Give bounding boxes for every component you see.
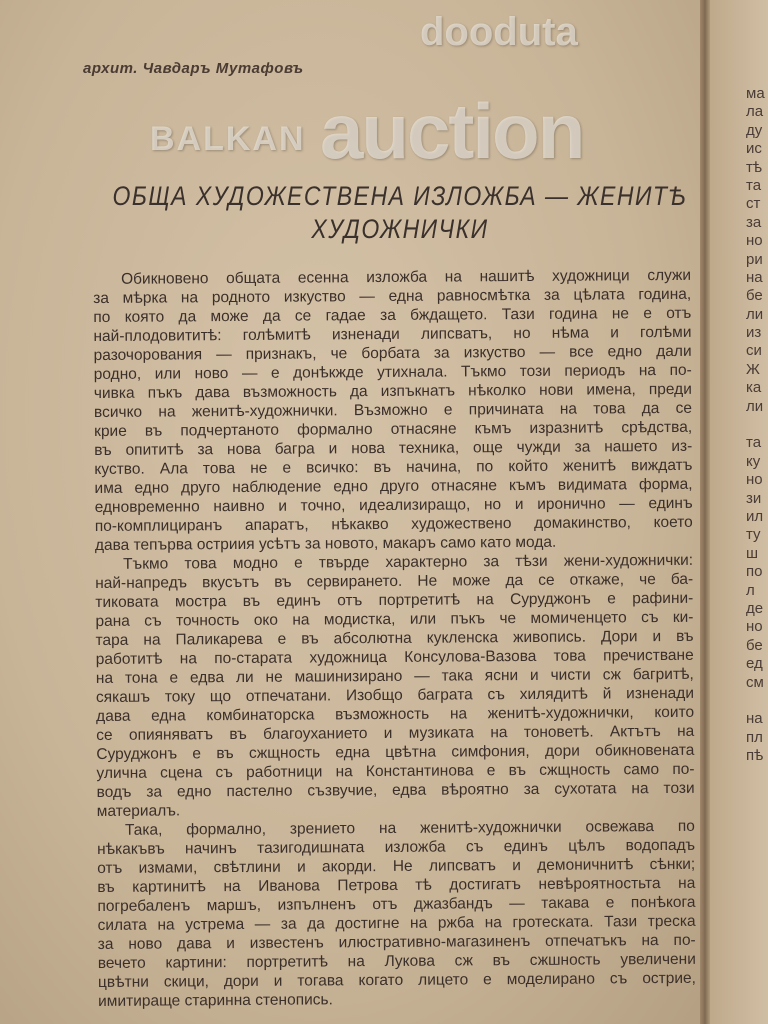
watermark-balkan: BALKAN xyxy=(150,120,306,158)
right-page-fragment: ри xyxy=(746,250,763,268)
text-line: тара на Паликарева е въ абсолютна кукленска живопись. Дори и въ xyxy=(95,627,694,649)
text-line: имитираще старинна стенопись. xyxy=(98,991,333,1010)
text-line: Суруджонъ е въ сжщность една цвѣтна симфония, дори обикновената xyxy=(96,741,695,763)
text-line: водъ за едно пастелно съзвучие, едва вѣроятно за сухотата на този xyxy=(96,779,695,801)
text-line: дава тепърва остриия усѣтъ за новото, макаръ само като мода. xyxy=(94,533,557,554)
right-page-fragment: ли xyxy=(746,305,764,323)
book-gutter xyxy=(700,0,710,1024)
text-line: Така, формално, зрението на женитѣ-художнички освежава по xyxy=(124,817,695,839)
text-line: родно, или ново — е донѣкжде утихнала. Тъкмо този периодъ на по- xyxy=(93,361,692,383)
text-line: има едно друго наблюдение едно друго отнасяне къмъ видимата форма, xyxy=(94,475,693,497)
right-page-fragment: пл xyxy=(746,728,763,746)
right-page-fragment: ма xyxy=(746,85,765,102)
watermark-lower: dooduta xyxy=(420,10,578,54)
right-page-fragment: за xyxy=(746,213,762,231)
right-page-fragment: си xyxy=(746,342,762,360)
text-line: по която да може да се гадае за бждащето. Тази година не е отъ xyxy=(93,304,692,326)
text-line: вечето картини: портретитѣ на Лукова сж въ сжшность увеличени xyxy=(97,950,696,972)
right-page-fragment: бе xyxy=(746,636,763,654)
text-line: нѣкакъвъ начинъ тазигодишната изложба съ единъ цѣлъ водопадъ xyxy=(96,836,696,858)
right-page-text xyxy=(746,85,765,765)
right-page-fragment xyxy=(746,416,765,434)
text-line: силата на устрема — за да достигне на ржба на гротеската. Тази треска xyxy=(97,912,696,934)
right-page-fragment: ту xyxy=(746,526,761,544)
text-line: отъ измами, свѣтлини и акорди. Не липсватъ и демоничнитѣ сѣнки; xyxy=(97,855,696,877)
right-page-fragment: ис xyxy=(746,140,762,158)
right-page-fragment: из xyxy=(746,324,762,342)
right-page-fragment: тѣ xyxy=(746,158,763,176)
text-line: куство. Ала това не е всичко: въ начина, по който женитѣ виждатъ xyxy=(94,456,693,478)
text-line: разочорования — признакъ, че борбата за изкуство — все едно дали xyxy=(93,342,692,364)
text-line: чивка пъкъ дава възможность да изпъкнатъ нѣколко нови имена, преди xyxy=(93,380,692,402)
article-title-line-1: ОБЩА ХУДОЖЕСТВЕНА ИЗЛОЖБА — ЖЕНИТѢ xyxy=(112,180,688,211)
right-page-fragment: та xyxy=(746,434,762,452)
text-line: Обикновено общата есенна изложба на нашитѣ художници служи xyxy=(121,266,692,288)
right-page-fragment xyxy=(746,692,765,710)
right-page-fragment: пѣ xyxy=(746,747,764,765)
text-line: най-напредъ вкусътъ въ сервирането. Не може да се откаже, че ба- xyxy=(95,570,694,592)
right-page-fragment: л xyxy=(746,581,755,599)
text-line: на тона е едва ли не машинизирано — така ясни и чисти сж багритѣ, xyxy=(95,665,694,687)
right-page-fragment: ла xyxy=(746,103,764,121)
text-line: улична сцена съ работници на Константинова е въ сжщность само по- xyxy=(96,760,695,782)
article-body xyxy=(93,266,696,1011)
text-line: най-плодовититѣ: голѣмитѣ изненади липсватъ, но нѣма и голѣми xyxy=(93,323,692,345)
text-line: всичко на женитѣ-художнички. Възможно е причината на това да се xyxy=(93,399,693,421)
text-line: материалъ. xyxy=(96,802,181,820)
article-title-line-2: ХУДОЖНИЧКИ xyxy=(311,213,489,244)
text-line: по-комплициранъ апаратъ, нѣкакво художествено домакинство, което xyxy=(94,513,693,535)
text-line: въ опититѣ за нова багра и нова техника, още чужди за нашето из- xyxy=(94,437,693,459)
text-line: въ картинитѣ на Иванова Петрова тѣ достигатъ невѣроятностьта на xyxy=(97,874,696,896)
right-page-fragment: та xyxy=(746,176,762,194)
right-page xyxy=(710,0,768,1024)
right-page-fragment: ду xyxy=(746,121,763,139)
right-page-fragment: зи xyxy=(746,489,762,507)
text-line: едновременно наивно и точно, идеализиращо, но и иронично — единъ xyxy=(94,494,693,516)
right-page-fragment: по xyxy=(746,563,763,581)
author-line: архит. Чавдаръ Мутафовъ xyxy=(83,60,304,77)
text-line: погребаленъ маршъ, изпълненъ отъ джазбандъ — такава е понѣкога xyxy=(97,893,696,915)
right-page-fragment: но xyxy=(746,618,763,636)
right-page-fragment: ил xyxy=(746,507,764,525)
right-page-fragment: на xyxy=(746,268,763,286)
text-line: цвѣтни скици, дори и тогава когато лицето е моделирано съ острие, xyxy=(97,969,697,991)
text-line: дава една комбинаторска възможность на женитѣ-художнички, които xyxy=(96,703,695,725)
text-line: тиковата мостра въ единъ отъ портретитѣ на Суруджонъ е рафини- xyxy=(95,589,694,611)
right-page-fragment: но xyxy=(746,232,763,250)
right-page-fragment: ст xyxy=(746,195,761,213)
text-line: Тъкмо това модно е твърде характерно за тѣзи жени-художнички: xyxy=(122,551,694,573)
right-page-fragment: но xyxy=(746,471,763,489)
text-line: работитѣ на по-старата художница Консулова-Вазова това пречистване xyxy=(95,646,694,668)
right-page-fragment: на xyxy=(746,710,763,728)
text-line: сякашъ току що отпечатани. Изобщо баграта съ хилядитѣ й изненади xyxy=(95,684,695,706)
right-page-fragment: ку xyxy=(746,452,761,470)
watermark-auction: auction xyxy=(320,87,584,175)
text-line: за ново дава и известенъ илюстративно-магазиненъ отпечатъкъ на по- xyxy=(97,931,696,953)
right-page-fragment: ш xyxy=(746,544,759,562)
right-page-fragment: ед xyxy=(746,655,763,673)
right-page-fragment: ли xyxy=(746,397,764,415)
text-line: за мѣрка на родното изкуство — една равносмѣтка за цѣлата година, xyxy=(93,285,692,307)
right-page-fragment: бе xyxy=(746,287,763,305)
text-line: рана съ точность око на модистка, или пъкъ че момиченцето съ ки- xyxy=(95,608,694,630)
text-line: се опияняватъ въ благоуханието и музиката на тоноветѣ. Актътъ на xyxy=(96,722,695,744)
right-page-fragment: ка xyxy=(746,379,762,397)
right-page-fragment: де xyxy=(746,599,764,617)
right-page-fragment: см xyxy=(746,673,764,691)
right-page-fragment: Ж xyxy=(746,360,760,378)
text-line: крие въ подчертаното формално отнасяне къмъ изразнитѣ срѣдства, xyxy=(94,418,693,440)
